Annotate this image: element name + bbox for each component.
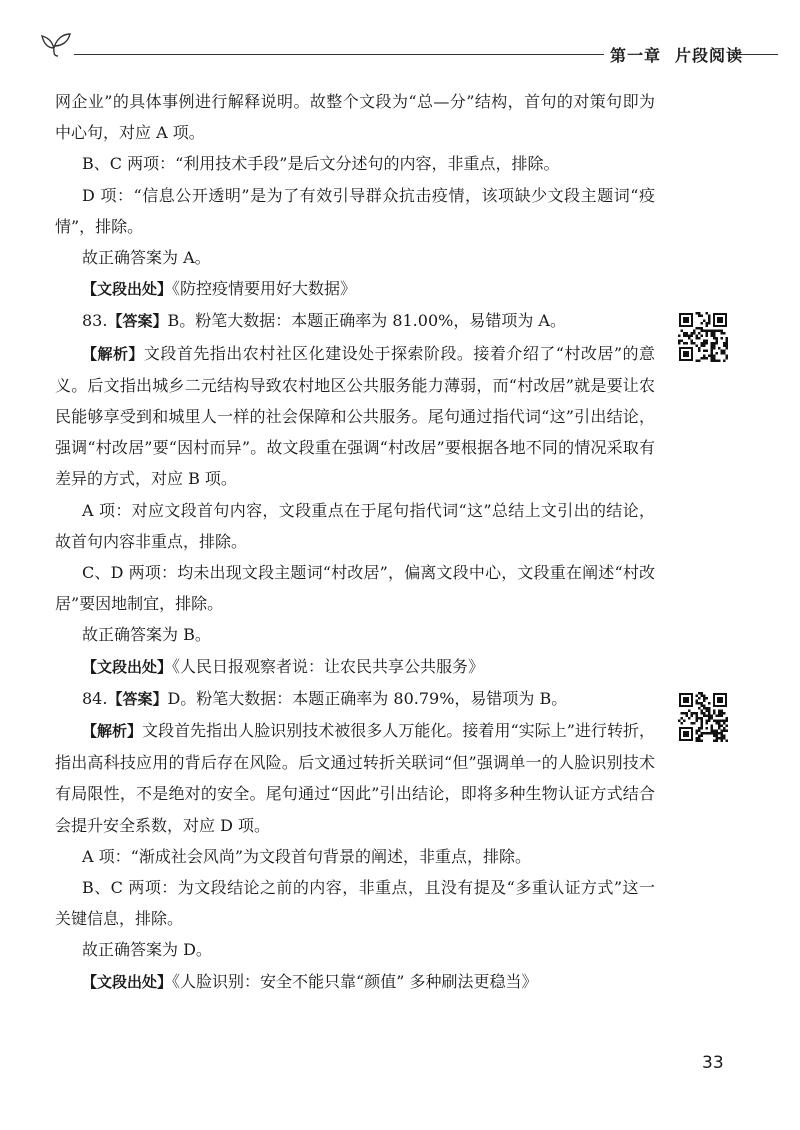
qr-code-icon[interactable] <box>678 692 728 742</box>
paragraph: B、C 两项：“利用技术手段”是后文分述句的内容，非重点，排除。 <box>82 154 560 174</box>
analysis-label: 【解析】 <box>82 344 144 363</box>
chapter-label: 第一章 <box>610 46 662 65</box>
analysis-84 <box>55 715 655 841</box>
analysis-83 <box>55 338 655 495</box>
paragraph: 网企业”的具体事例进行解释说明。故整个文段为“总—分”结构，首句的对策句即为中心句，对应 A 项。 <box>55 92 655 143</box>
question-number: 83. <box>82 311 108 331</box>
analysis-text: 文段首先指出农村社区化建设处于探索阶段。接着介绍了“村改居”的意义。后文指出城乡二元结构导致农村地区公共服务能力薄弱，而“村改居”就是要让农民能够享受到和城里人一样的社会保障和公共服务。尾句通过指代词“这”引出结论，强调“村改居”要“因村而异”。故文段重在强调“村改居”要根据各地不同的情况采取有差异的方式，对应 B 项。 <box>55 343 655 489</box>
source-label: 【文段出处】 <box>82 972 173 991</box>
paragraph: 故正确答案为 D。 <box>82 940 212 960</box>
page-header <box>38 28 778 68</box>
paragraph: 故正确答案为 A。 <box>82 248 211 268</box>
source-label: 【文段出处】 <box>82 280 173 299</box>
header-rule <box>74 54 604 55</box>
page-body <box>55 86 655 998</box>
analysis-label: 【解析】 <box>82 722 143 741</box>
page-number: 33 <box>702 1053 724 1073</box>
section-label: 片段阅读 <box>675 46 744 65</box>
chapter-title <box>610 43 743 66</box>
answer-line-83 <box>55 305 655 337</box>
qr-code-icon[interactable] <box>678 312 728 362</box>
answer-label: 【答案】 <box>107 689 168 708</box>
answer-line-84 <box>55 683 655 715</box>
header-rule-right <box>728 54 778 55</box>
paragraph: 故正确答案为 B。 <box>82 625 211 645</box>
source-text: 《人民日报观察者说：让农民共享公共服务》 <box>172 656 485 676</box>
source-line <box>55 273 655 305</box>
paragraph: A 项：对应文段首句内容，文段重点在于尾句指代词“这”总结上文引出的结论，故首句内容非重点，排除。 <box>55 500 655 551</box>
source-text: 《防控疫情要用好大数据》 <box>172 279 357 299</box>
source-label: 【文段出处】 <box>82 657 173 676</box>
analysis-text: 文段首先指出人脸识别技术被很多人万能化。接着用“实际上”进行转折，指出高科技应用的背后存在风险。后文通过转折关联词“但”强调单一的人脸识别技术有局限性，不是绝对的安全。尾句通过“因此”引出结论，即将多种生物认证方式结合会提升安全系数，对应 D 项。 <box>55 721 655 835</box>
source-line <box>55 966 655 998</box>
paragraph: A 项：“渐成社会风尚”为文段首句背景的阐述，非重点，排除。 <box>82 846 532 866</box>
paragraph: D 项：“信息公开透明”是为了有效引导群众抗击疫情，该项缺少文段主题词“疫情”，排除。 <box>55 185 655 236</box>
paragraph: B、C 两项：为文段结论之前的内容，非重点，且没有提及“多重认证方式”这一关键信息，排除。 <box>55 878 655 929</box>
answer-label: 【答案】 <box>107 312 168 331</box>
source-line <box>55 651 655 683</box>
sprout-icon <box>38 28 72 58</box>
paragraph: C、D 两项：均未出现文段主题词“村改居”，偏离文段中心，文段重在阐述“村改居”要因地制宜，排除。 <box>55 563 655 614</box>
question-number: 84. <box>82 688 108 708</box>
source-text: 《人脸识别：安全不能只靠“颜值” 多种刷法更稳当》 <box>172 971 538 991</box>
answer-text: B。粉笔大数据：本题正确率为 81.00%，易错项为 A。 <box>167 311 566 331</box>
answer-text: D。粉笔大数据：本题正确率为 80.79%，易错项为 B。 <box>167 688 568 708</box>
